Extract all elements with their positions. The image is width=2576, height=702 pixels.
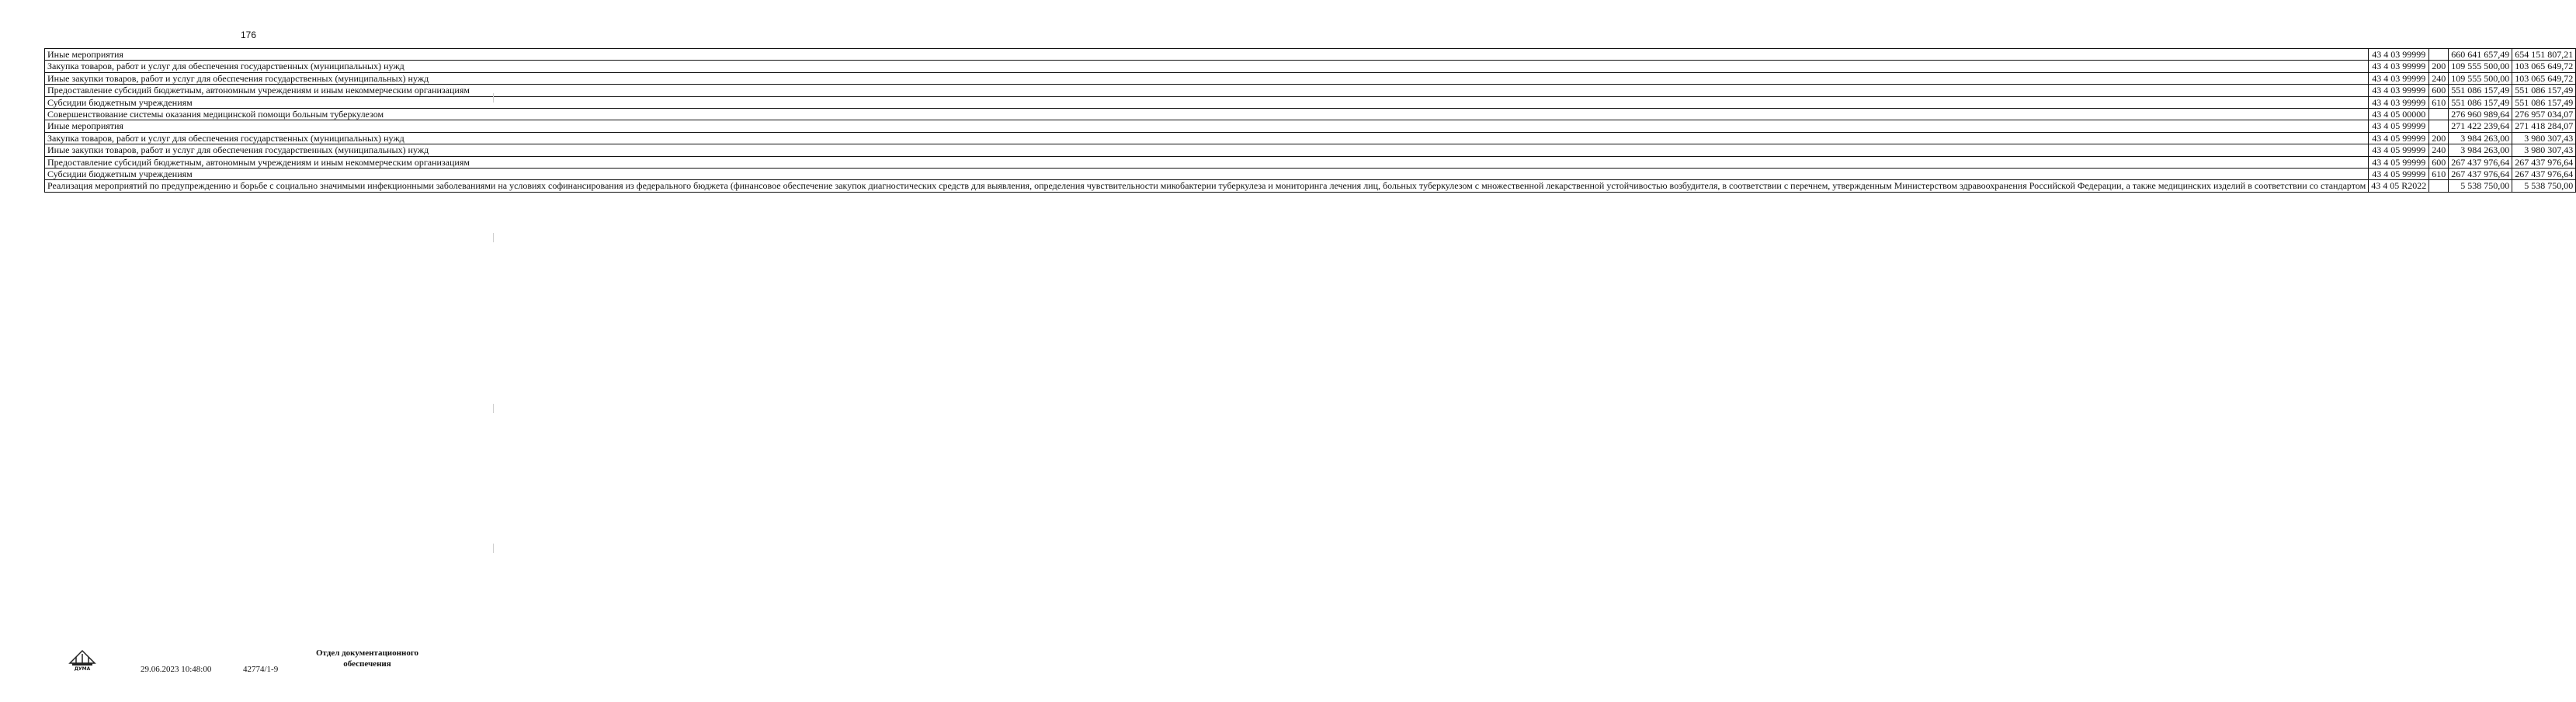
row-amount-2-cell: 103 065 649,72 [2512,72,2576,84]
row-expense-type-cell: 600 [2429,156,2449,168]
table-row [45,109,2576,120]
table-row [45,144,2576,156]
table-row [45,132,2576,144]
row-expense-type-cell [2429,49,2449,61]
row-code-cell: 43 4 03 99999 [2369,96,2429,108]
row-name-cell: Субсидии бюджетным учреждениям [45,96,2369,108]
table-row [45,49,2576,61]
row-expense-type-cell: 200 [2429,132,2449,144]
row-expense-type-cell: 610 [2429,169,2449,180]
row-expense-type-cell [2429,120,2449,132]
row-amount-2-cell: 5 538 750,00 [2512,180,2576,192]
table-row [45,85,2576,96]
row-name-cell: Иные закупки товаров, работ и услуг для обеспечения государственных (муниципальных) нужд [45,144,2369,156]
row-expense-type-cell: 240 [2429,144,2449,156]
row-code-cell: 43 4 05 00000 [2369,109,2429,120]
row-code-cell: 43 4 05 99999 [2369,144,2429,156]
logo-text: ДУМА [74,666,91,672]
row-amount-2-cell: 551 086 157,49 [2512,85,2576,96]
row-amount-1-cell: 271 422 239,64 [2449,120,2512,132]
row-amount-1-cell: 3 984 263,00 [2449,132,2512,144]
row-code-cell: 43 4 05 R2022 [2369,180,2429,192]
row-amount-1-cell: 267 437 976,64 [2449,169,2512,180]
table-row [45,180,2576,192]
row-name-cell: Закупка товаров, работ и услуг для обеспечения государственных (муниципальных) нужд [45,132,2369,144]
row-expense-type-cell: 610 [2429,96,2449,108]
row-name-cell: Иные закупки товаров, работ и услуг для обеспечения государственных (муниципальных) нужд [45,72,2369,84]
row-expense-type-cell: 600 [2429,85,2449,96]
row-amount-2-cell: 551 086 157,49 [2512,96,2576,108]
row-name-cell: Совершенствование системы оказания медицинской помощи больным туберкулезом [45,109,2369,120]
budget-table-body [45,49,2576,193]
row-amount-1-cell: 551 086 157,49 [2449,96,2512,108]
row-amount-2-cell: 267 437 976,64 [2512,156,2576,168]
row-amount-1-cell: 660 641 657,49 [2449,49,2512,61]
row-amount-1-cell: 5 538 750,00 [2449,180,2512,192]
table-row [45,61,2576,72]
row-amount-2-cell: 103 065 649,72 [2512,61,2576,72]
row-amount-1-cell: 109 555 500,00 [2449,72,2512,84]
page-number: 176 [240,30,257,40]
footer-doc-number: 42774/1-9 [243,665,279,674]
row-code-cell: 43 4 05 99999 [2369,120,2429,132]
row-name-cell: Предоставление субсидий бюджетным, автономным учреждениям и иным некоммерческим организациям [45,156,2369,168]
row-code-cell: 43 4 03 99999 [2369,72,2429,84]
scan-edge-mark [493,404,494,413]
row-amount-2-cell: 3 980 307,43 [2512,144,2576,156]
row-amount-1-cell: 3 984 263,00 [2449,144,2512,156]
duma-logo-icon [67,648,98,671]
footer-datetime: 29.06.2023 10:48:00 [141,665,212,674]
budget-table [44,48,2576,193]
table-row [45,96,2576,108]
row-name-cell: Субсидии бюджетным учреждениям [45,169,2369,180]
row-name-cell: Иные мероприятия [45,49,2369,61]
row-amount-2-cell: 654 151 807,21 [2512,49,2576,61]
row-name-cell: Закупка товаров, работ и услуг для обеспечения государственных (муниципальных) нужд [45,61,2369,72]
row-expense-type-cell [2429,180,2449,192]
row-code-cell: 43 4 03 99999 [2369,85,2429,96]
table-row [45,72,2576,84]
row-expense-type-cell: 200 [2429,61,2449,72]
row-amount-1-cell: 109 555 500,00 [2449,61,2512,72]
row-name-cell: Предоставление субсидий бюджетным, автономным учреждениям и иным некоммерческим организациям [45,85,2369,96]
table-row [45,156,2576,168]
row-name-cell: Иные мероприятия [45,120,2369,132]
row-expense-type-cell: 240 [2429,72,2449,84]
table-row [45,120,2576,132]
scan-edge-mark [493,233,494,242]
table-row [45,169,2576,180]
row-amount-1-cell: 276 960 989,64 [2449,109,2512,120]
row-code-cell: 43 4 05 99999 [2369,132,2429,144]
row-amount-2-cell: 3 980 307,43 [2512,132,2576,144]
row-code-cell: 43 4 05 99999 [2369,156,2429,168]
row-code-cell: 43 4 03 99999 [2369,61,2429,72]
row-code-cell: 43 4 03 99999 [2369,49,2429,61]
row-code-cell: 43 4 05 99999 [2369,169,2429,180]
scan-edge-mark [493,93,494,103]
row-name-cell: Реализация мероприятий по предупреждению и борьбе с социально значимыми инфекционными заболеваниями на условиях софинансирования из федерального бюджета (финансовое обеспечение закупок диагностических средств для выявления, определения чувствительности микобактерии туберкулеза и мониторинга лечения лиц, больных туберкулезом с множественной лекарственной устойчивостью возбудителя, в соответствии с перечнем, утвержденным Министерством здравоохранения Российской Федерации, а также медицинских изделий в соответствии со стандартом [45,180,2369,192]
row-expense-type-cell [2429,109,2449,120]
footer-department: Отдел документационного обеспечения [315,648,419,669]
scan-edge-mark [493,544,494,553]
row-amount-1-cell: 551 086 157,49 [2449,85,2512,96]
row-amount-1-cell: 267 437 976,64 [2449,156,2512,168]
row-amount-2-cell: 267 437 976,64 [2512,169,2576,180]
row-amount-2-cell: 271 418 284,07 [2512,120,2576,132]
row-amount-2-cell: 276 957 034,07 [2512,109,2576,120]
